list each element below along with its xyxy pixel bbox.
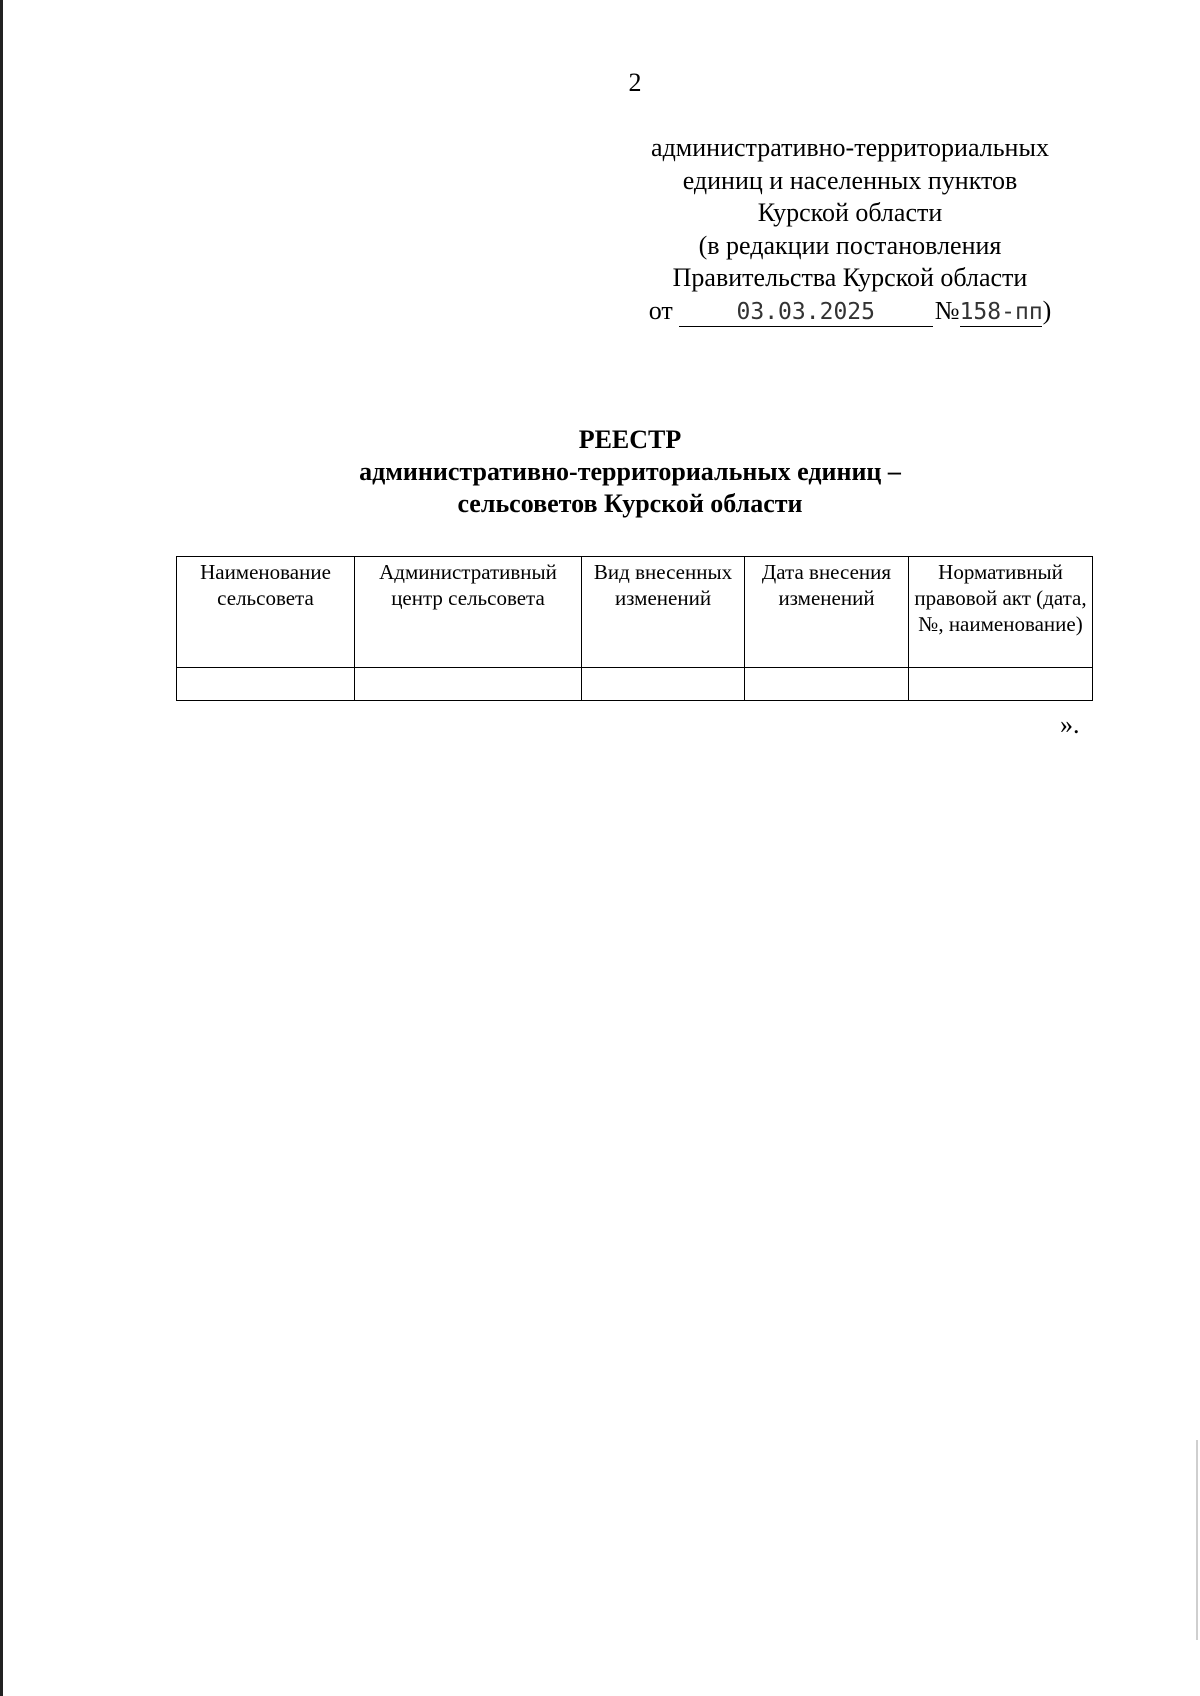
table-cell: [355, 668, 582, 701]
column-header-center: Административный центр сельсовета: [355, 557, 582, 668]
reference-line: (в редакции постановления: [698, 230, 1002, 260]
reference-line: единиц и населенных пунктов: [682, 165, 1018, 195]
reference-line: Курской области: [757, 198, 943, 227]
table-header-row: [177, 557, 1093, 668]
column-header-legal-act: Нормативный правовой акт (дата, №, наименование): [909, 557, 1093, 668]
document-reference: [600, 132, 1100, 327]
reference-line: Правительства Курской области: [672, 263, 1028, 292]
title-line: административно-территориальных единиц –: [359, 457, 901, 486]
column-header-change-date: Дата внесения изменений: [745, 557, 909, 668]
scan-edge-left: [0, 0, 3, 1696]
table-cell: [177, 668, 355, 701]
title-line: РЕЕСТР: [578, 425, 682, 454]
closing-paren: ): [1042, 295, 1052, 325]
column-header-change-type: Вид внесенных изменений: [582, 557, 745, 668]
resolution-number: 158-пп: [959, 298, 1043, 325]
closing-quote: ».: [1060, 710, 1080, 739]
scan-edge-right: [1196, 1440, 1198, 1640]
table-row: [177, 668, 1093, 701]
column-header-name: Наименование сельсовета: [177, 557, 355, 668]
resolution-date: 03.03.2025: [679, 298, 933, 327]
reference-line: административно-территориальных: [651, 133, 1049, 162]
reference-date-line: [600, 295, 1100, 328]
registry-title: [300, 424, 960, 520]
table-cell: [582, 668, 745, 701]
page-number: 2: [628, 68, 642, 97]
registry-table: [176, 556, 1093, 701]
number-prefix: №: [934, 295, 960, 325]
table-cell: [745, 668, 909, 701]
date-prefix: от: [648, 295, 673, 325]
title-line: сельсоветов Курской области: [457, 489, 803, 518]
table-cell: [909, 668, 1093, 701]
